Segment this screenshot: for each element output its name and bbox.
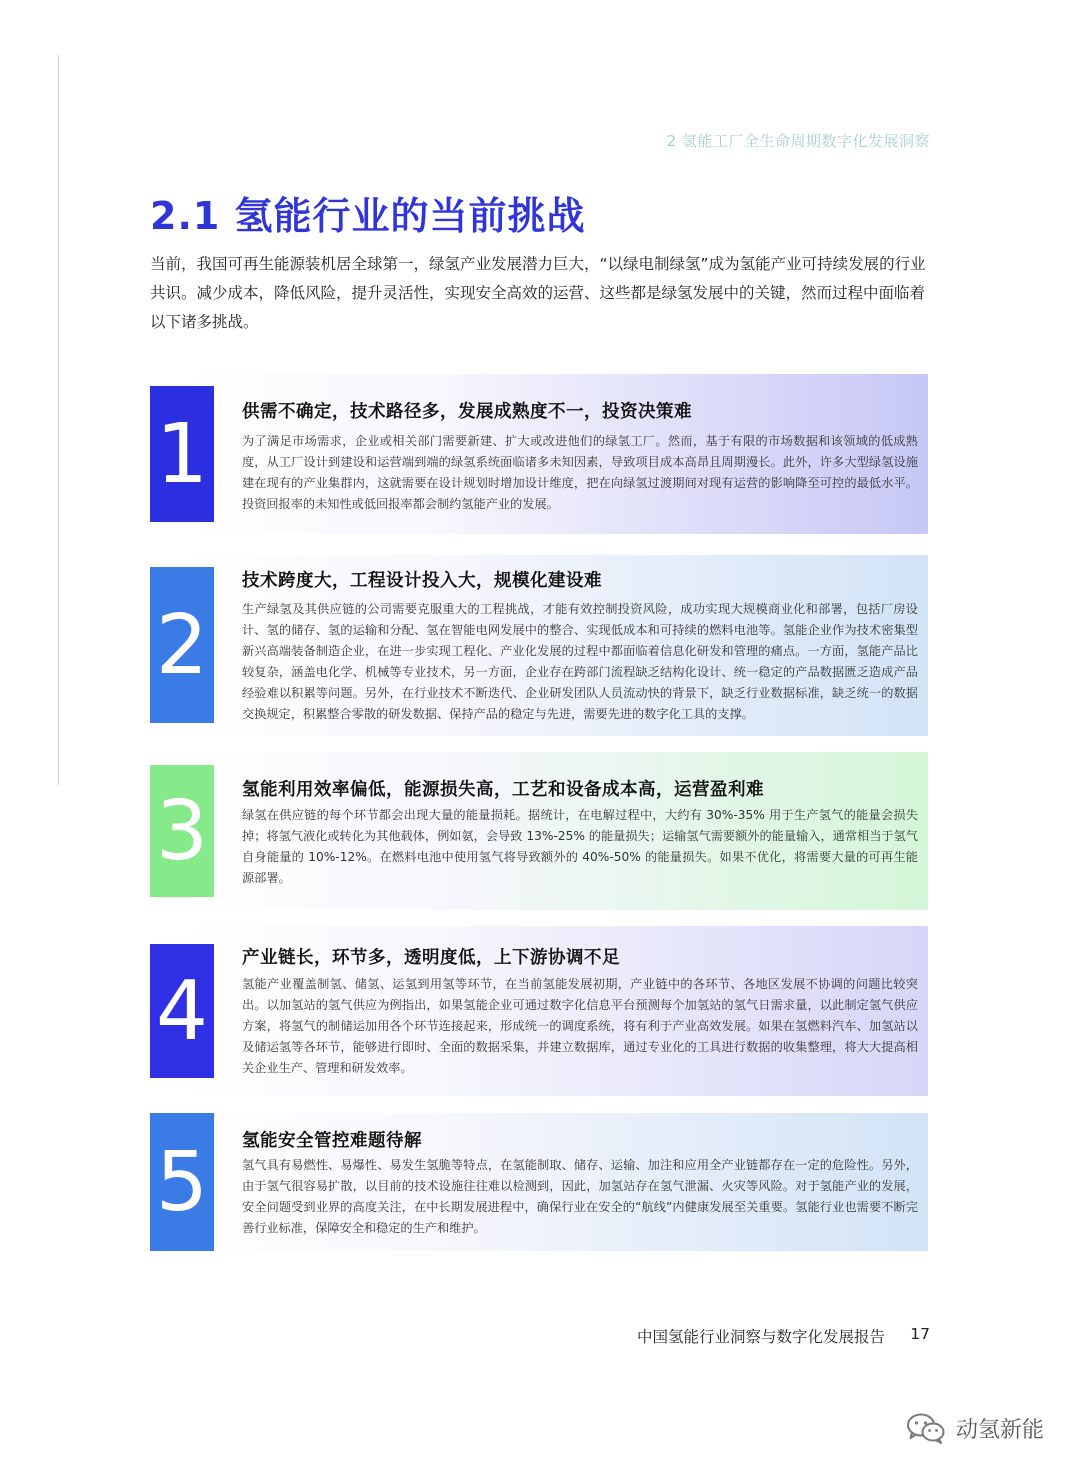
challenge-title: 供需不确定，技术路径多，发展成熟度不一，投资决策难 (242, 402, 692, 422)
challenge-number-block: 4 (150, 944, 214, 1078)
running-header: 2 氢能工厂全生命周期数字化发展洞察 (666, 132, 930, 150)
challenge-title: 氢能利用效率偏低，能源损失高，工艺和设备成本高，运营盈利难 (242, 780, 764, 800)
challenge-title: 氢能安全管控难题待解 (242, 1131, 422, 1151)
challenge-body: 为了满足市场需求，企业或相关部门需要新建、扩大或改进他们的绿氢工厂。然而，基于有限的市场数据和该领域的低成熟度，从工厂设计到建设和运营端到端的绿氢系统面临诸多未知因素，导致项目成本高昂且周期漫长。此外，许多大型绿氢设施建在现有的产业集群内，这就需要在设计规划时增加设计维度，把在向绿氢过渡期间对现有运营的影响降至可控的最低水平。投资回报率的未知性或低回报率都会制约氢能产业的发展。 (242, 434, 918, 511)
challenge-card-5 (150, 1113, 928, 1251)
page-number: 17 (910, 1325, 930, 1343)
challenge-body: 氢能产业覆盖制氢、储氢、运氢到用氢等环节，在当前氢能发展初期，产业链中的各环节、各地区发展不协调的问题比较突出。以加氢站的氢气供应为例指出，如果氢能企业可通过数字化信息平台预测每个加氢站的氢气日需求量，以此制定氢气供应方案，将氢气的制储运加用各个环节连接起来，形成统一的调度系统，将有利于产业高效发展。如果在氢燃料汽车、加氢站以及储运氢等各环节，能够进行即时、全面的数据采集，并建立数据库，通过专业化的工具进行数据的收集整理，将大大提高相关企业生产、管理和研发效率。 (242, 977, 918, 1075)
wechat-icon (906, 1412, 946, 1444)
challenge-number-block: 5 (150, 1113, 214, 1251)
challenge-body: 氢气具有易燃性、易爆性、易发生氢脆等特点，在氢能制取、储存、运输、加注和应用全产业链都存在一定的危险性。另外，由于氢气很容易扩散，以目前的技术设施往往难以检测到，因此，加氢站存在氢气泄漏、火灾等风险。对于氢能产业的发展，安全问题受到业界的高度关注，在中长期发展进程中，确保行业在安全的“航线”内健康发展至关重要。氢能行业也需要不断完善行业标准，保障安全和稳定的生产和维护。 (242, 1158, 918, 1235)
challenge-title: 技术跨度大，工程设计投入大，规模化建设难 (242, 571, 602, 591)
challenge-number-block: 2 (150, 567, 214, 723)
challenge-card-2 (150, 555, 928, 736)
challenge-body: 生产绿氢及其供应链的公司需要克服重大的工程挑战，才能有效控制投资风险，成功实现大规模商业化和部署，包括厂房设计、氢的储存、氢的运输和分配、氢在智能电网发展中的整合、实现低成本和可持续的燃料电池等。氢能企业作为技术密集型新兴高端装备制造企业，在进一步实现工程化、产业化发展的过程中都面临着信息化研发和管理的痛点。一方面，氢能产品比较复杂，涵盖电化学、机械等专业技术，另一方面，企业存在跨部门流程缺乏结构化设计、统一稳定的产品数据匮乏造成产品经验难以积累等问题。另外，在行业技术不断迭代、企业研发团队人员流动快的背景下，缺乏行业数据标准，缺乏统一的数据交换规定，积累整合零散的研发数据、保持产品的稳定与先进，需要先进的数字化工具的支撑。 (242, 602, 918, 721)
challenge-card-3 (150, 752, 928, 910)
challenge-body: 绿氢在供应链的每个环节都会出现大量的能量损耗。据统计，在电解过程中，大约有 30%-35% 用于生产氢气的能量会损失掉；将氢气液化或转化为其他载体，例如氨，会导致 13%-25% 的能量损失；运输氢气需要额外的能量输入，通常相当于氢气自身能量的 10%-12%。在燃料电池中使用氢气将导致额外的 40%-50% 的能量损失。如果不优化，将需要大量的可再生能源部署。 (242, 808, 918, 885)
challenge-card-1 (150, 374, 928, 534)
challenge-title: 产业链长，环节多，透明度低，上下游协调不足 (242, 948, 620, 968)
intro-paragraph: 当前，我国可再生能源装机居全球第一，绿氢产业发展潜力巨大，“以绿电制绿氢”成为氢能产业可持续发展的行业共识。减少成本，降低风险，提升灵活性，实现安全高效的运营、这些都是绿氢发展中的关键，然而过程中面临着以下诸多挑战。 (150, 255, 926, 331)
watermark-text: 动氢新能 (955, 1417, 1044, 1443)
watermark (906, 1412, 1044, 1444)
challenge-number-block: 3 (150, 765, 214, 897)
left-margin-rule (58, 55, 59, 785)
challenge-number-block: 1 (150, 386, 214, 522)
challenge-card-4 (150, 926, 928, 1096)
section-title: 2.1 氢能行业的当前挑战 (150, 194, 586, 238)
footer-report-title: 中国氢能行业洞察与数字化发展报告 (636, 1328, 885, 1346)
